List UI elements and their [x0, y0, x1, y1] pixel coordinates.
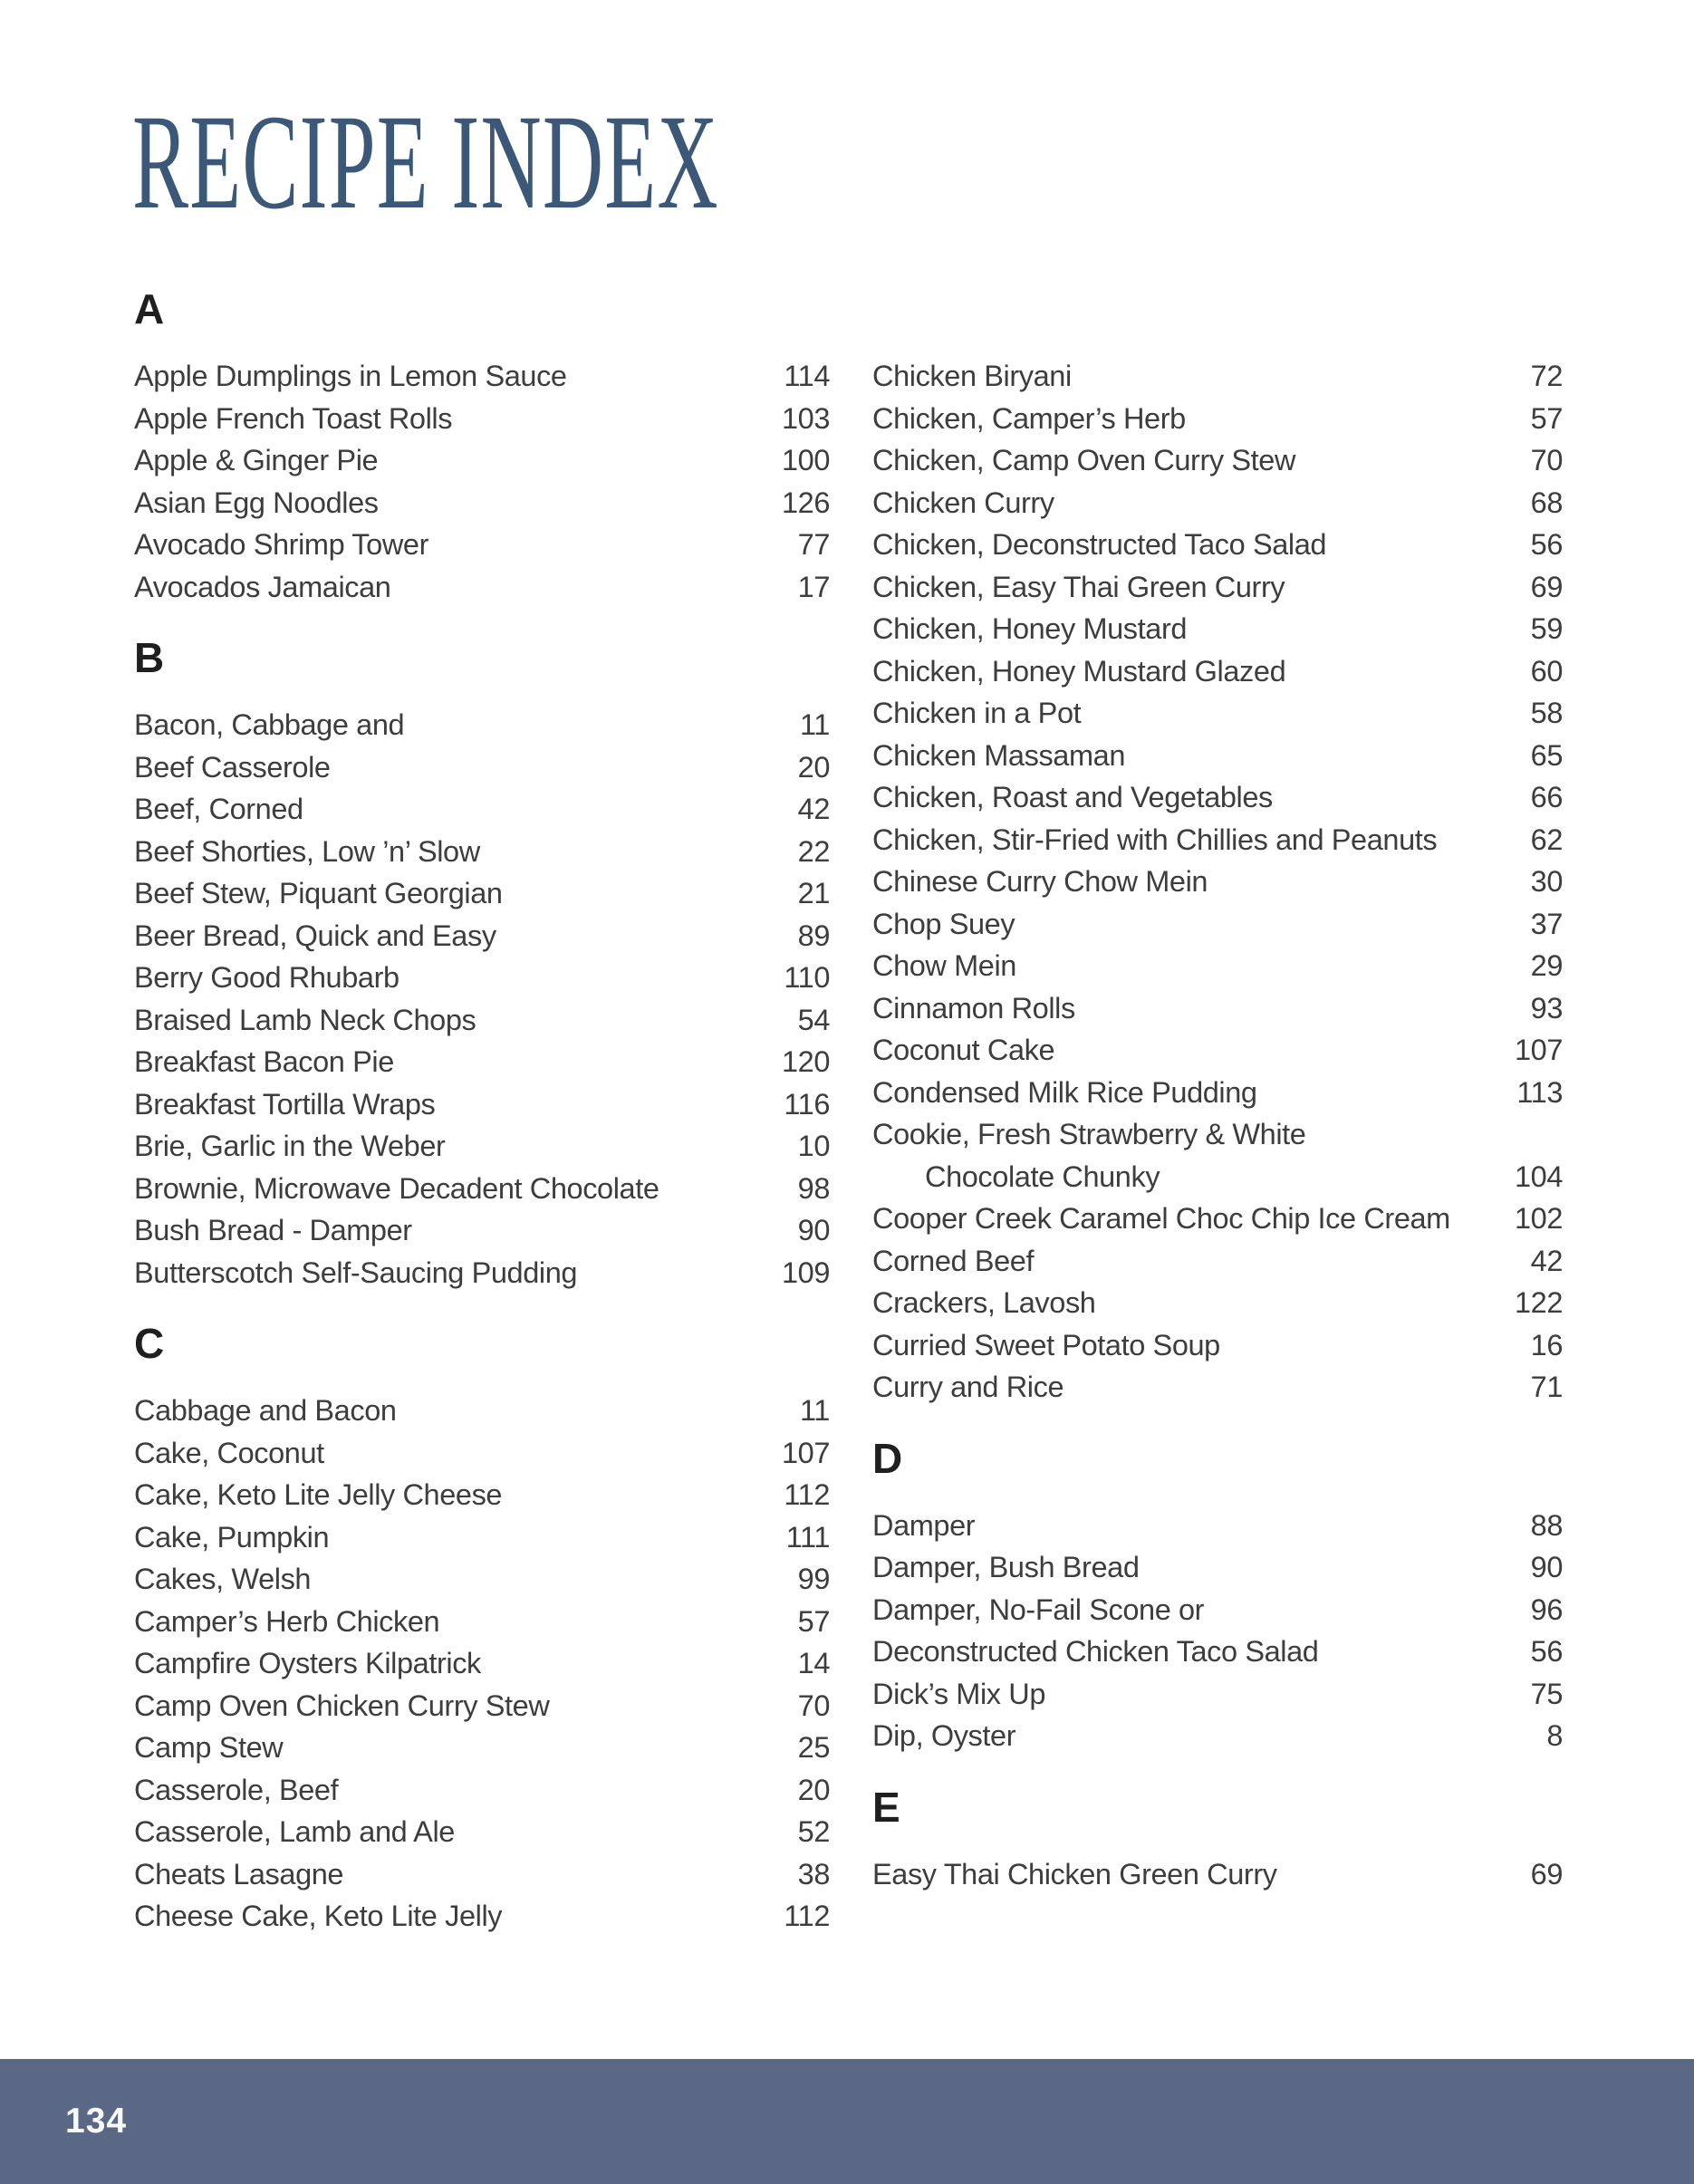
entry-name: Deconstructed Chicken Taco Salad: [872, 1635, 1319, 1668]
index-entry: [134, 831, 830, 873]
entry-page-number: 70: [1530, 444, 1563, 476]
entry-name: Breakfast Bacon Pie: [134, 1045, 394, 1078]
entry-page-number: 104: [1514, 1159, 1563, 1193]
entry-name: Chicken, Easy Thai Green Curry: [872, 570, 1285, 603]
entry-page-number: 71: [1530, 1371, 1563, 1403]
index-entry: [872, 1156, 1563, 1198]
entry-name: Camp Oven Chicken Curry Stew: [134, 1689, 550, 1722]
entry-page-number: 65: [1530, 738, 1563, 772]
entry-page-number: 126: [781, 486, 830, 519]
entry-name: Chicken, Deconstructed Taco Salad: [872, 528, 1327, 561]
entry-page-number: 22: [797, 834, 830, 868]
index-entry: [134, 1474, 830, 1516]
entry-page-number: 30: [1530, 865, 1563, 898]
entry-page-number: 58: [1530, 697, 1563, 729]
index-entry: [872, 524, 1563, 566]
entry-name: Cheats Lasagne: [134, 1857, 344, 1891]
index-entry: [872, 1113, 1563, 1156]
entry-page-number: 20: [797, 750, 830, 784]
entry-name: Beef Stew, Piquant Georgian: [134, 877, 503, 909]
entry-page-number: 100: [781, 444, 830, 476]
entry-name: Beef, Corned: [134, 793, 303, 825]
index-entry: [134, 1558, 830, 1601]
index-entry: [872, 608, 1563, 650]
index-entry: [134, 788, 830, 831]
entry-page-number: 112: [784, 1900, 830, 1932]
index-entry: [134, 1516, 830, 1559]
entry-name: Cake, Pumpkin: [134, 1520, 330, 1554]
entry-name: Chop Suey: [872, 907, 1015, 940]
entry-name: Cheese Cake, Keto Lite Jelly: [134, 1900, 503, 1932]
entry-page-number: 96: [1530, 1592, 1563, 1626]
index-entry: [134, 566, 830, 609]
entry-page-number: 111: [785, 1520, 830, 1554]
index-entry: [134, 1769, 830, 1812]
entry-page-number: 57: [1530, 401, 1563, 435]
entry-name: Berry Good Rhubarb: [134, 961, 399, 994]
index-entry: [134, 1853, 830, 1896]
entry-name: Butterscotch Self-Saucing Pudding: [134, 1256, 578, 1289]
entry-name: Chicken, Camp Oven Curry Stew: [872, 444, 1296, 476]
index-entry: [872, 482, 1563, 524]
index-entry: [872, 987, 1563, 1030]
entry-page-number: 98: [797, 1171, 830, 1205]
index-entry: [872, 650, 1563, 693]
entry-name: Chow Mein: [872, 949, 1016, 982]
entry-name: Breakfast Tortilla Wraps: [134, 1087, 436, 1121]
index-entry: [872, 1198, 1563, 1240]
entry-name: Crackers, Lavosh: [872, 1286, 1096, 1319]
entry-page-number: 69: [1530, 570, 1563, 603]
entry-name: Condensed Milk Rice Pudding: [872, 1075, 1257, 1109]
entry-page-number: 99: [797, 1563, 830, 1595]
index-entry: [872, 1631, 1563, 1673]
entry-name: Cakes, Welsh: [134, 1563, 312, 1595]
entry-page-number: 113: [1516, 1075, 1563, 1109]
entry-page-number: 42: [1530, 1244, 1563, 1277]
entry-name: Casserole, Beef: [134, 1773, 339, 1806]
index-column-right: [872, 355, 1563, 1895]
entry-page-number: 56: [1530, 1635, 1563, 1668]
index-entry: [134, 482, 830, 524]
entry-page-number: 56: [1530, 528, 1563, 561]
index-entry: [134, 1083, 830, 1126]
entry-page-number: 107: [781, 1436, 830, 1469]
entry-page-number: 38: [797, 1857, 830, 1891]
index-entry: [134, 872, 830, 915]
entry-name: Chicken, Honey Mustard: [872, 612, 1188, 645]
section-heading: E: [872, 1783, 900, 1831]
entry-name: Chocolate Chunky: [925, 1159, 1160, 1193]
index-entry: [134, 915, 830, 957]
index-entry: [872, 1853, 1563, 1896]
entry-name: Bush Bread - Damper: [134, 1214, 412, 1246]
index-entry: [872, 1505, 1563, 1547]
index-entry: [134, 524, 830, 566]
index-entry: [134, 1168, 830, 1210]
section-heading: B: [134, 634, 165, 681]
entry-page-number: 54: [797, 1003, 830, 1036]
index-entry: [134, 1390, 830, 1432]
entry-page-number: 109: [781, 1256, 830, 1289]
entry-page-number: 112: [784, 1478, 830, 1511]
index-entry: [872, 1366, 1563, 1409]
entry-page-number: 102: [1514, 1202, 1563, 1235]
entry-name: Chicken, Honey Mustard Glazed: [872, 654, 1286, 688]
entry-name: Dick’s Mix Up: [872, 1677, 1046, 1710]
entry-page-number: 103: [781, 401, 830, 435]
entry-name: Bacon, Cabbage and: [134, 708, 405, 741]
entry-page-number: 75: [1530, 1677, 1563, 1710]
entry-page-number: 14: [797, 1647, 830, 1679]
entry-page-number: 17: [797, 570, 830, 603]
section-heading: A: [134, 285, 165, 332]
section-heading: C: [134, 1320, 165, 1367]
index-entry: [872, 1029, 1563, 1072]
index-entry: [872, 692, 1563, 735]
entry-page-number: 66: [1530, 781, 1563, 813]
entry-page-number: 57: [797, 1604, 830, 1638]
entry-name: Apple Dumplings in Lemon Sauce: [134, 360, 567, 392]
index-entry: [134, 1727, 830, 1769]
entry-name: Cake, Coconut: [134, 1436, 324, 1469]
entry-page-number: 42: [797, 793, 830, 825]
entry-page-number: 70: [797, 1689, 830, 1722]
entry-name: Damper, No-Fail Scone or: [872, 1592, 1205, 1626]
entry-page-number: 11: [800, 708, 830, 741]
index-entry: [134, 704, 830, 746]
index-entry: [872, 1240, 1563, 1283]
entry-name: Braised Lamb Neck Chops: [134, 1003, 476, 1036]
index-entry: [872, 776, 1563, 819]
entry-page-number: 90: [1530, 1551, 1563, 1583]
entry-name: Apple French Toast Rolls: [134, 401, 453, 435]
entry-page-number: 72: [1530, 360, 1563, 392]
entry-name: Chicken, Camper’s Herb: [872, 401, 1186, 435]
index-entry: [872, 819, 1563, 861]
entry-name: Cinnamon Rolls: [872, 991, 1075, 1025]
page-number: 134: [65, 2102, 128, 2141]
index-entry: [134, 1895, 830, 1938]
index-entry: [872, 1072, 1563, 1114]
index-entry: [134, 999, 830, 1042]
entry-name: Cooper Creek Caramel Choc Chip Ice Cream: [872, 1202, 1450, 1235]
entry-name: Coconut Cake: [872, 1034, 1055, 1066]
entry-name: Damper: [872, 1508, 976, 1542]
entry-name: Curried Sweet Potato Soup: [872, 1328, 1220, 1361]
entry-name: Chicken Biryani: [872, 360, 1072, 392]
index-entry: [872, 945, 1563, 987]
index-entry: [134, 1432, 830, 1475]
index-entry: [134, 1252, 830, 1294]
entry-page-number: 10: [797, 1130, 830, 1162]
index-column-left: [134, 285, 830, 1938]
entry-page-number: 60: [1530, 654, 1563, 688]
entry-page-number: 25: [797, 1731, 830, 1764]
entry-name: Beef Casserole: [134, 750, 331, 784]
entry-name: Chinese Curry Chow Mein: [872, 865, 1208, 898]
index-entry: [134, 1642, 830, 1685]
entry-name: Avocados Jamaican: [134, 570, 391, 603]
entry-name: Beer Bread, Quick and Easy: [134, 919, 496, 952]
index-entry: [134, 1041, 830, 1083]
section-heading: D: [872, 1434, 903, 1482]
footer-bar: [0, 2059, 1694, 2184]
entry-page-number: 8: [1546, 1719, 1563, 1752]
entry-page-number: 90: [797, 1214, 830, 1246]
entry-page-number: 77: [797, 528, 830, 561]
index-entry: [872, 861, 1563, 903]
entry-name: Chicken, Stir-Fried with Chillies and Peanuts: [872, 823, 1438, 856]
entry-name: Brownie, Microwave Decadent Chocolate: [134, 1171, 659, 1205]
entry-page-number: 16: [1530, 1328, 1563, 1361]
entry-name: Dip, Oyster: [872, 1719, 1016, 1752]
entry-name: Brie, Garlic in the Weber: [134, 1130, 446, 1162]
entry-name: Chicken in a Pot: [872, 697, 1082, 729]
entry-name: Cabbage and Bacon: [134, 1394, 397, 1427]
entry-page-number: 107: [1514, 1034, 1563, 1066]
index-entry: [872, 1673, 1563, 1716]
entry-name: Curry and Rice: [872, 1371, 1064, 1403]
entry-name: Casserole, Lamb and Ale: [134, 1815, 455, 1848]
index-entry: [872, 735, 1563, 777]
index-entry: [134, 355, 830, 398]
entry-page-number: 37: [1530, 907, 1563, 940]
index-entry: [872, 1324, 1563, 1367]
index-entry: [134, 439, 830, 482]
entry-page-number: 88: [1530, 1508, 1563, 1542]
entry-name: Cake, Keto Lite Jelly Cheese: [134, 1478, 503, 1511]
index-entry: [872, 398, 1563, 440]
entry-page-number: 122: [1514, 1286, 1563, 1319]
entry-name: Chicken, Roast and Vegetables: [872, 781, 1273, 813]
entry-name: Asian Egg Noodles: [134, 486, 379, 519]
entry-name: Avocado Shrimp Tower: [134, 528, 428, 561]
index-entry: [872, 566, 1563, 609]
index-entry: [872, 1546, 1563, 1589]
entry-name: Easy Thai Chicken Green Curry: [872, 1857, 1277, 1891]
index-entry: [134, 1685, 830, 1727]
entry-page-number: 29: [1530, 949, 1563, 982]
entry-page-number: 59: [1530, 612, 1563, 645]
entry-page-number: 120: [781, 1045, 830, 1078]
entry-page-number: 110: [784, 961, 830, 994]
entry-name: Campfire Oysters Kilpatrick: [134, 1647, 481, 1679]
entry-name: Camp Stew: [134, 1731, 284, 1764]
entry-name: Chicken Curry: [872, 486, 1054, 519]
index-entry: [134, 1209, 830, 1252]
entry-page-number: 93: [1530, 991, 1563, 1025]
entry-page-number: 11: [800, 1394, 830, 1427]
entry-name: Damper, Bush Bread: [872, 1551, 1140, 1583]
index-entry: [872, 1282, 1563, 1324]
entry-page-number: 69: [1530, 1857, 1563, 1891]
entry-name: Chicken Massaman: [872, 738, 1125, 772]
index-entry: [134, 1601, 830, 1643]
index-entry: [134, 1125, 830, 1168]
index-entry: [872, 1589, 1563, 1631]
index-entry: [134, 957, 830, 999]
entry-name: Cookie, Fresh Strawberry & White: [872, 1118, 1306, 1150]
index-entry: [872, 355, 1563, 398]
index-entry: [134, 1811, 830, 1853]
entry-page-number: 68: [1530, 486, 1563, 519]
page-title: RECIPE INDEX: [132, 87, 719, 237]
entry-name: Beef Shorties, Low ’n’ Slow: [134, 834, 480, 868]
index-entry: [134, 398, 830, 440]
index-entry: [134, 746, 830, 789]
entry-page-number: 116: [784, 1087, 830, 1121]
entry-page-number: 52: [797, 1815, 830, 1848]
entry-page-number: 21: [797, 877, 830, 909]
index-entry: [872, 1715, 1563, 1757]
entry-name: Camper’s Herb Chicken: [134, 1604, 440, 1638]
entry-name: Apple & Ginger Pie: [134, 444, 379, 476]
entry-page-number: 62: [1530, 823, 1563, 856]
index-entry: [872, 903, 1563, 946]
index-entry: [872, 439, 1563, 482]
entry-page-number: 114: [784, 360, 830, 392]
entry-name: Corned Beef: [872, 1244, 1035, 1277]
entry-page-number: 89: [797, 919, 830, 952]
entry-page-number: 20: [797, 1773, 830, 1806]
